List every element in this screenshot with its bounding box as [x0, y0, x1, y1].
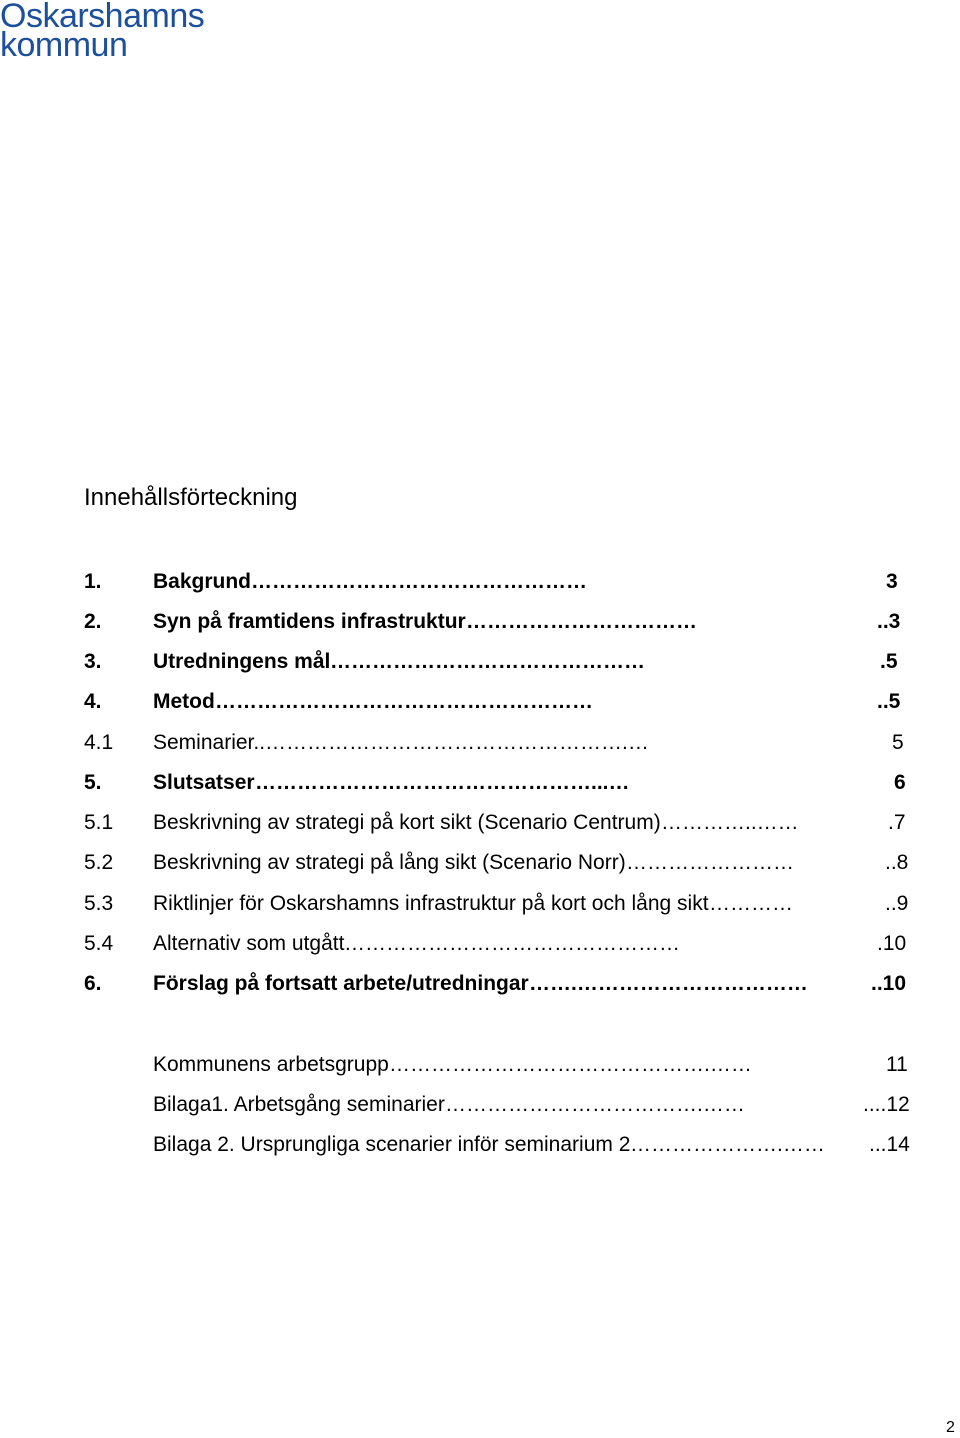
toc-entry-number: 5.2: [84, 851, 114, 874]
toc-entry-page: ..10: [871, 972, 907, 995]
toc-entry-page: ..3: [877, 610, 901, 633]
toc-entry-leader: …………………………………………: [344, 932, 680, 955]
toc-entry-page: .7: [888, 811, 906, 834]
toc-entry-page: ....12: [863, 1093, 910, 1116]
logo-line-2: kommun: [0, 26, 128, 64]
toc-entry[interactable]: [84, 968, 914, 1000]
toc-entry-number: 3.: [84, 650, 102, 673]
toc-entry-number: 5.3: [84, 892, 114, 915]
toc-entry-title[interactable]: Bilaga1. Arbetsgång seminarier: [153, 1093, 445, 1116]
logo-line-1: Oskarshamns: [0, 0, 205, 35]
toc-entry-leader: ………………………………………: [330, 650, 645, 673]
toc-entry-title[interactable]: Bilaga 2. Ursprungliga scenarier inför seminarium 2: [153, 1133, 631, 1156]
page-number: 2: [946, 1419, 955, 1436]
toc-entry[interactable]: [84, 646, 914, 678]
toc-entry-title[interactable]: Alternativ som utgått: [153, 932, 345, 955]
toc-entry[interactable]: [84, 928, 914, 960]
toc-entry-leader: ……………………: [626, 851, 794, 874]
toc-entry[interactable]: [84, 767, 914, 799]
toc-entry[interactable]: [84, 566, 914, 598]
toc-entry-number: 1.: [84, 570, 102, 593]
toc-entry-page: ..8: [885, 851, 909, 874]
toc-entry-number: 6.: [84, 972, 102, 995]
toc-entry-page: .5: [880, 650, 898, 673]
toc-entry-page: 11: [886, 1053, 908, 1076]
toc-entry-title[interactable]: Bakgrund: [153, 570, 252, 593]
toc-entry-leader: ……………………………….……: [445, 1093, 745, 1116]
toc-entry[interactable]: [84, 888, 914, 920]
toc-entry-page: ..5: [877, 690, 901, 713]
toc-entry-number: 2.: [84, 610, 102, 633]
toc-entry-title[interactable]: Seminarier..: [153, 731, 266, 754]
toc-entry[interactable]: [84, 1089, 914, 1121]
toc-entry[interactable]: [84, 847, 914, 879]
toc-entry-leader: ……………………………………….……: [389, 1053, 752, 1076]
toc-entry-title[interactable]: Beskrivning av strategi på kort sikt (Scenario Centrum): [153, 811, 661, 834]
toc-entry-leader: …………………………………………: [251, 570, 587, 593]
toc-entry-page: 5: [892, 731, 904, 754]
toc-entry-title[interactable]: Förslag på fortsatt arbete/utredningar: [153, 972, 529, 995]
toc-entry-leader: …….……………………………: [529, 972, 808, 995]
toc-entry[interactable]: [84, 1049, 914, 1081]
toc-entry-page: ..9: [885, 892, 909, 915]
toc-entry-leader: …………..……: [661, 811, 799, 834]
toc-entry-leader: ………………………………………………: [215, 690, 593, 713]
toc-heading: Innehållsförteckning: [84, 484, 298, 511]
toc-entry-number: 4.: [84, 690, 102, 713]
toc-entry-page: .10: [877, 932, 907, 955]
toc-entry[interactable]: [84, 1129, 914, 1161]
toc-entry-title[interactable]: Riktlinjer för Oskarshamns infrastruktur på kort och lång sikt: [153, 892, 709, 915]
toc-entry-title[interactable]: Metod: [153, 690, 215, 713]
toc-entry-title[interactable]: Slutsatser: [153, 771, 255, 794]
toc-entry-title[interactable]: Utredningens mål: [153, 650, 331, 673]
toc-entry-leader: …………………………………………….…: [265, 731, 649, 754]
toc-entry-leader: ………………….……: [630, 1133, 825, 1156]
toc-entry-page: ...14: [869, 1133, 910, 1156]
toc-entry-title[interactable]: Beskrivning av strategi på lång sikt (Scenario Norr): [153, 851, 626, 874]
toc-entry[interactable]: [84, 686, 914, 718]
toc-entry-title[interactable]: Syn på framtidens infrastruktur: [153, 610, 466, 633]
toc-entry-leader: …………: [709, 892, 793, 915]
toc-entry-leader: …………………………………………...…: [255, 771, 630, 794]
toc-entry-page: 3: [886, 570, 898, 593]
kommun-logo: [0, 0, 205, 64]
toc-entry-number: 5.1: [84, 811, 114, 834]
toc-entry-title[interactable]: Kommunens arbetsgrupp: [153, 1053, 389, 1076]
toc-entry[interactable]: [84, 807, 914, 839]
toc-entry[interactable]: [84, 727, 914, 759]
toc-entry-number: 5.4: [84, 932, 114, 955]
toc-entry-number: 5.: [84, 771, 102, 794]
toc-entry[interactable]: [84, 606, 914, 638]
toc-entry-page: 6: [894, 771, 906, 794]
toc-entry-leader: ……………………………: [466, 610, 697, 633]
toc-entry-number: 4.1: [84, 731, 114, 754]
